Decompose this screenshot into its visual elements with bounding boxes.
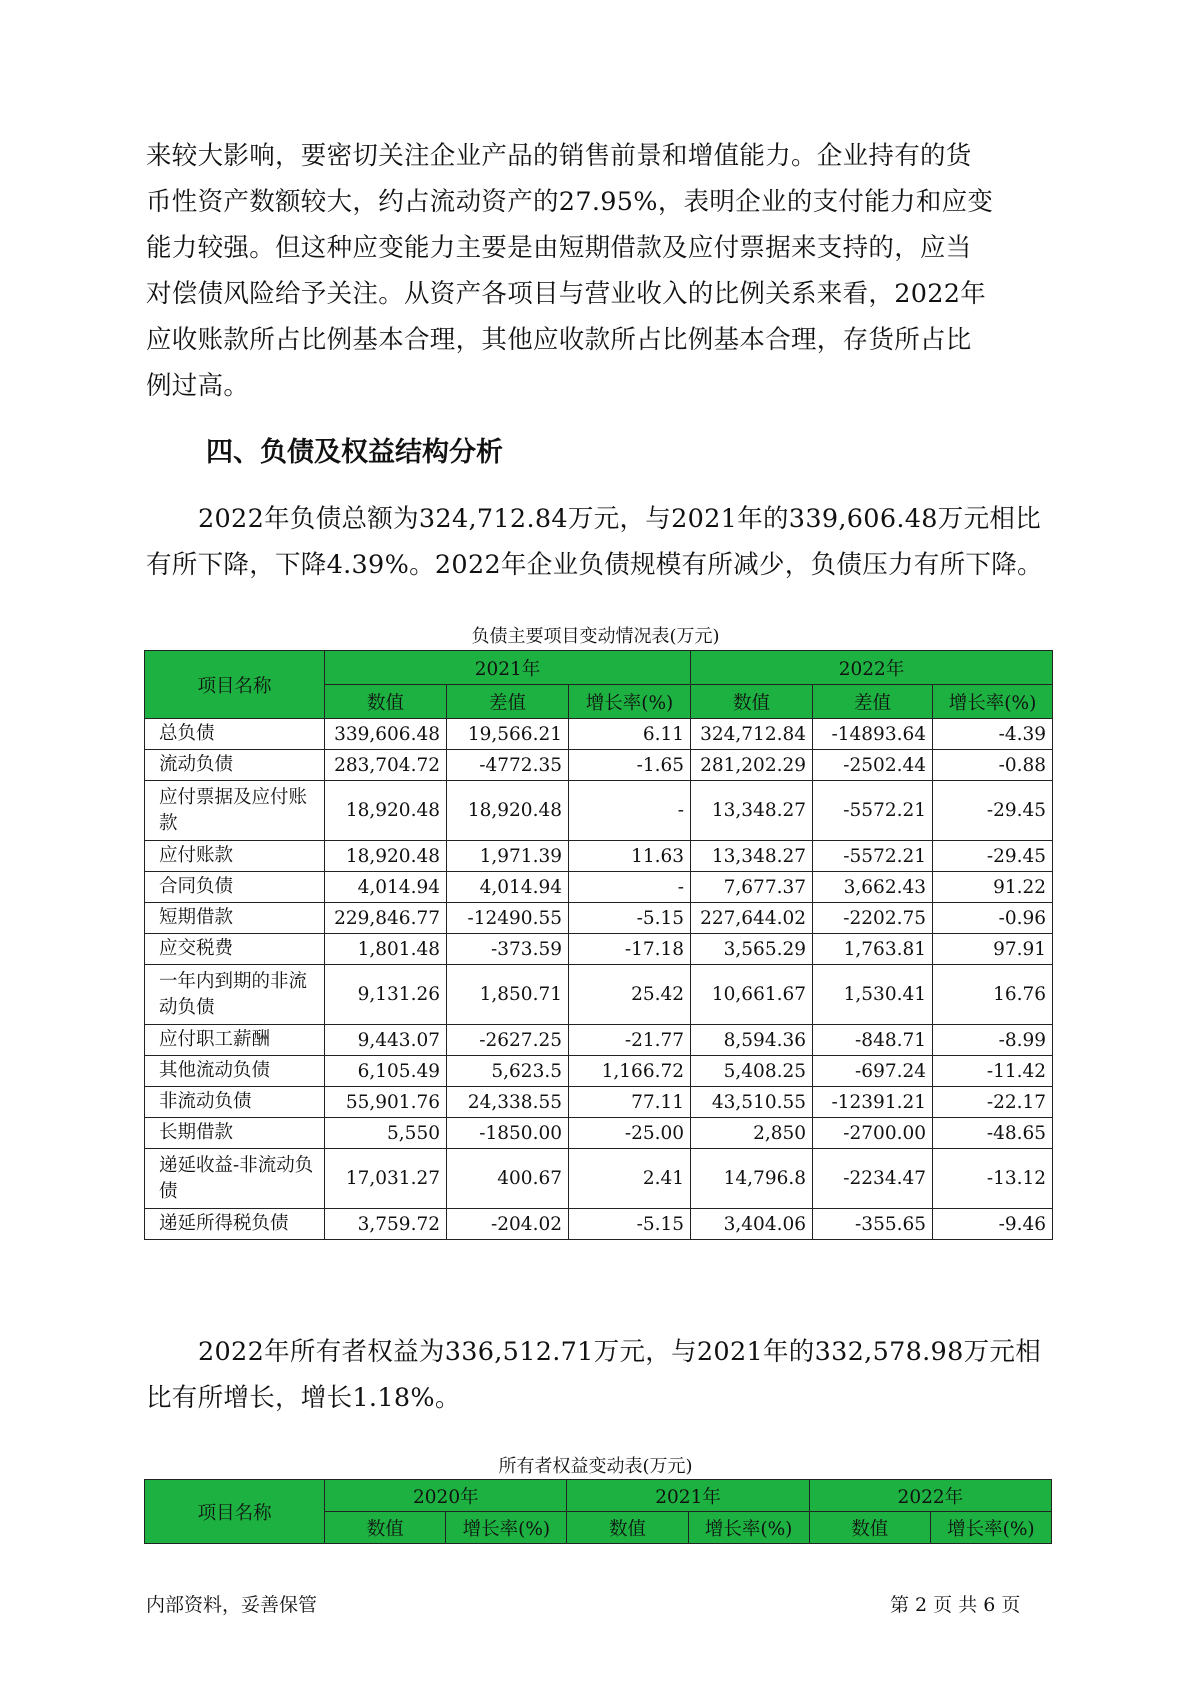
table-row (145, 841, 1053, 872)
row-item-name: 应付票据及应付账款 (145, 781, 325, 841)
row-item-name: 总负债 (145, 719, 325, 750)
cell-value: 18,920.48 (447, 781, 569, 841)
equity-table (144, 1479, 1052, 1544)
cell-value: 281,202.29 (691, 750, 813, 781)
row-item-name: 递延所得税负债 (145, 1209, 325, 1240)
cell-value: - (569, 872, 691, 903)
table-row (145, 781, 1053, 841)
cell-value: 13,348.27 (691, 841, 813, 872)
table-row (145, 872, 1053, 903)
cell-value: -9.46 (933, 1209, 1053, 1240)
cell-value: -1850.00 (447, 1118, 569, 1149)
cell-value: -14893.64 (813, 719, 933, 750)
text-line: 2022年负债总额为324,712.84万元，与2021年的339,606.48万元相比 (198, 504, 1041, 534)
table-row (145, 719, 1053, 750)
cell-value: -5572.21 (813, 781, 933, 841)
year-header: 2022年 (691, 651, 1053, 685)
cell-value: 91.22 (933, 872, 1053, 903)
cell-value: -5572.21 (813, 841, 933, 872)
table-row (145, 934, 1053, 965)
text-line: 比有所增长，增长1.18%。 (146, 1383, 461, 1413)
cell-value: -373.59 (447, 934, 569, 965)
cell-value: 283,704.72 (325, 750, 447, 781)
cell-value: -29.45 (933, 781, 1053, 841)
cell-value: 8,594.36 (691, 1025, 813, 1056)
liability-table-caption: 负债主要项目变动情况表(万元) (471, 626, 720, 647)
section-heading: 四、负债及权益结构分析 (206, 437, 503, 468)
cell-value: 10,661.67 (691, 965, 813, 1025)
column-header: 差值 (813, 685, 933, 719)
row-item-name: 一年内到期的非流动负债 (145, 965, 325, 1025)
cell-value: 1,763.81 (813, 934, 933, 965)
cell-value: -697.24 (813, 1056, 933, 1087)
cell-value: -5.15 (569, 1209, 691, 1240)
cell-value: 4,014.94 (325, 872, 447, 903)
row-item-name: 长期借款 (145, 1118, 325, 1149)
cell-value: 6.11 (569, 719, 691, 750)
cell-value: 7,677.37 (691, 872, 813, 903)
cell-value: -4772.35 (447, 750, 569, 781)
cell-value: 6,105.49 (325, 1056, 447, 1087)
text-line: 对偿债风险给予关注。从资产各项目与营业收入的比例关系来看，2022年 (146, 279, 987, 309)
cell-value: -204.02 (447, 1209, 569, 1240)
table-row (145, 1118, 1053, 1149)
cell-value: 5,408.25 (691, 1056, 813, 1087)
column-header: 差值 (447, 685, 569, 719)
cell-value: -1.65 (569, 750, 691, 781)
column-header: 数值 (567, 1512, 688, 1544)
cell-value: -25.00 (569, 1118, 691, 1149)
cell-value: 18,920.48 (325, 841, 447, 872)
year-header: 2020年 (325, 1480, 567, 1512)
row-item-name: 应付职工薪酬 (145, 1025, 325, 1056)
cell-value: 1,530.41 (813, 965, 933, 1025)
table-row (145, 1025, 1053, 1056)
cell-value: 43,510.55 (691, 1087, 813, 1118)
cell-value: 4,014.94 (447, 872, 569, 903)
equity-table-caption: 所有者权益变动表(万元) (498, 1456, 693, 1477)
footer-page-number: 第 2 页 共 6 页 (890, 1594, 1021, 1616)
text-line: 应收账款所占比例基本合理，其他应收款所占比例基本合理，存货所占比 (146, 325, 972, 355)
cell-value: 5,623.5 (447, 1056, 569, 1087)
table-row (145, 1149, 1053, 1209)
table-row (145, 750, 1053, 781)
row-item-name: 非流动负债 (145, 1087, 325, 1118)
cell-value: -355.65 (813, 1209, 933, 1240)
liability-table (144, 650, 1053, 1240)
cell-value: 25.42 (569, 965, 691, 1025)
cell-value: 16.76 (933, 965, 1053, 1025)
liability-paragraph (146, 496, 1052, 588)
cell-value: 17,031.27 (325, 1149, 447, 1209)
footer-confidential-note: 内部资料，妥善保管 (146, 1594, 318, 1616)
cell-value: 339,606.48 (325, 719, 447, 750)
column-header: 增长率(%) (930, 1512, 1051, 1544)
cell-value: -2627.25 (447, 1025, 569, 1056)
cell-value: 19,566.21 (447, 719, 569, 750)
column-header: 增长率(%) (569, 685, 691, 719)
cell-value: 18,920.48 (325, 781, 447, 841)
cell-value: -12490.55 (447, 903, 569, 934)
cell-value: 227,644.02 (691, 903, 813, 934)
table-row (145, 1087, 1053, 1118)
cell-value: 77.11 (569, 1087, 691, 1118)
row-item-name: 应交税费 (145, 934, 325, 965)
cell-value: 1,850.71 (447, 965, 569, 1025)
cell-value: 1,801.48 (325, 934, 447, 965)
cell-value: 2.41 (569, 1149, 691, 1209)
cell-value: 14,796.8 (691, 1149, 813, 1209)
column-header: 增长率(%) (933, 685, 1053, 719)
column-header: 增长率(%) (446, 1512, 567, 1544)
cell-value: -17.18 (569, 934, 691, 965)
year-header: 2021年 (567, 1480, 809, 1512)
cell-value: 55,901.76 (325, 1087, 447, 1118)
text-line: 2022年所有者权益为336,512.71万元，与2021年的332,578.98万元相 (198, 1337, 1041, 1367)
cell-value: 13,348.27 (691, 781, 813, 841)
row-item-name: 短期借款 (145, 903, 325, 934)
cell-value: -8.99 (933, 1025, 1053, 1056)
row-item-name: 合同负债 (145, 872, 325, 903)
cell-value: 11.63 (569, 841, 691, 872)
table-row (145, 965, 1053, 1025)
cell-value: 229,846.77 (325, 903, 447, 934)
year-header: 2021年 (325, 651, 691, 685)
row-item-name: 其他流动负债 (145, 1056, 325, 1087)
cell-value: 324,712.84 (691, 719, 813, 750)
table-row (145, 903, 1053, 934)
cell-value: -2234.47 (813, 1149, 933, 1209)
cell-value: -29.45 (933, 841, 1053, 872)
row-item-name: 应付账款 (145, 841, 325, 872)
cell-value: -11.42 (933, 1056, 1053, 1087)
cell-value: 9,443.07 (325, 1025, 447, 1056)
equity-paragraph (146, 1329, 1052, 1421)
text-line: 币性资产数额较大，约占流动资产的27.95%，表明企业的支付能力和应变 (146, 187, 994, 217)
liability-table-body (145, 719, 1053, 1240)
item-name-header: 项目名称 (145, 651, 325, 719)
cell-value: -5.15 (569, 903, 691, 934)
row-item-name: 流动负债 (145, 750, 325, 781)
cell-value: -0.96 (933, 903, 1053, 934)
cell-value: -12391.21 (813, 1087, 933, 1118)
cell-value: -21.77 (569, 1025, 691, 1056)
column-header: 数值 (809, 1512, 930, 1544)
cell-value: 3,404.06 (691, 1209, 813, 1240)
cell-value: 400.67 (447, 1149, 569, 1209)
cell-value: -13.12 (933, 1149, 1053, 1209)
cell-value: 1,166.72 (569, 1056, 691, 1087)
text-line: 能力较强。但这种应变能力主要是由短期借款及应付票据来支持的，应当 (146, 233, 972, 263)
cell-value: 5,550 (325, 1118, 447, 1149)
text-line: 有所下降，下降4.39%。2022年企业负债规模有所减少，负债压力有所下降。 (146, 550, 1043, 580)
table-row (145, 1056, 1053, 1087)
cell-value: -2700.00 (813, 1118, 933, 1149)
cell-value: 97.91 (933, 934, 1053, 965)
cell-value: 3,565.29 (691, 934, 813, 965)
cell-value: 9,131.26 (325, 965, 447, 1025)
cell-value: -848.71 (813, 1025, 933, 1056)
column-header: 数值 (325, 685, 447, 719)
cell-value: -2502.44 (813, 750, 933, 781)
year-header: 2022年 (809, 1480, 1051, 1512)
text-line: 例过高。 (146, 371, 250, 401)
cell-value: - (569, 781, 691, 841)
text-line: 来较大影响，要密切关注企业产品的销售前景和增值能力。企业持有的货 (146, 141, 972, 171)
column-header: 数值 (325, 1512, 446, 1544)
intro-paragraph (146, 133, 1052, 409)
table-row (145, 1209, 1053, 1240)
cell-value: 1,971.39 (447, 841, 569, 872)
cell-value: 3,759.72 (325, 1209, 447, 1240)
cell-value: -2202.75 (813, 903, 933, 934)
cell-value: -48.65 (933, 1118, 1053, 1149)
row-item-name: 递延收益-非流动负债 (145, 1149, 325, 1209)
cell-value: -4.39 (933, 719, 1053, 750)
cell-value: 3,662.43 (813, 872, 933, 903)
column-header: 数值 (691, 685, 813, 719)
cell-value: 2,850 (691, 1118, 813, 1149)
cell-value: -22.17 (933, 1087, 1053, 1118)
item-name-header: 项目名称 (145, 1480, 325, 1544)
cell-value: -0.88 (933, 750, 1053, 781)
cell-value: 24,338.55 (447, 1087, 569, 1118)
column-header: 增长率(%) (688, 1512, 809, 1544)
